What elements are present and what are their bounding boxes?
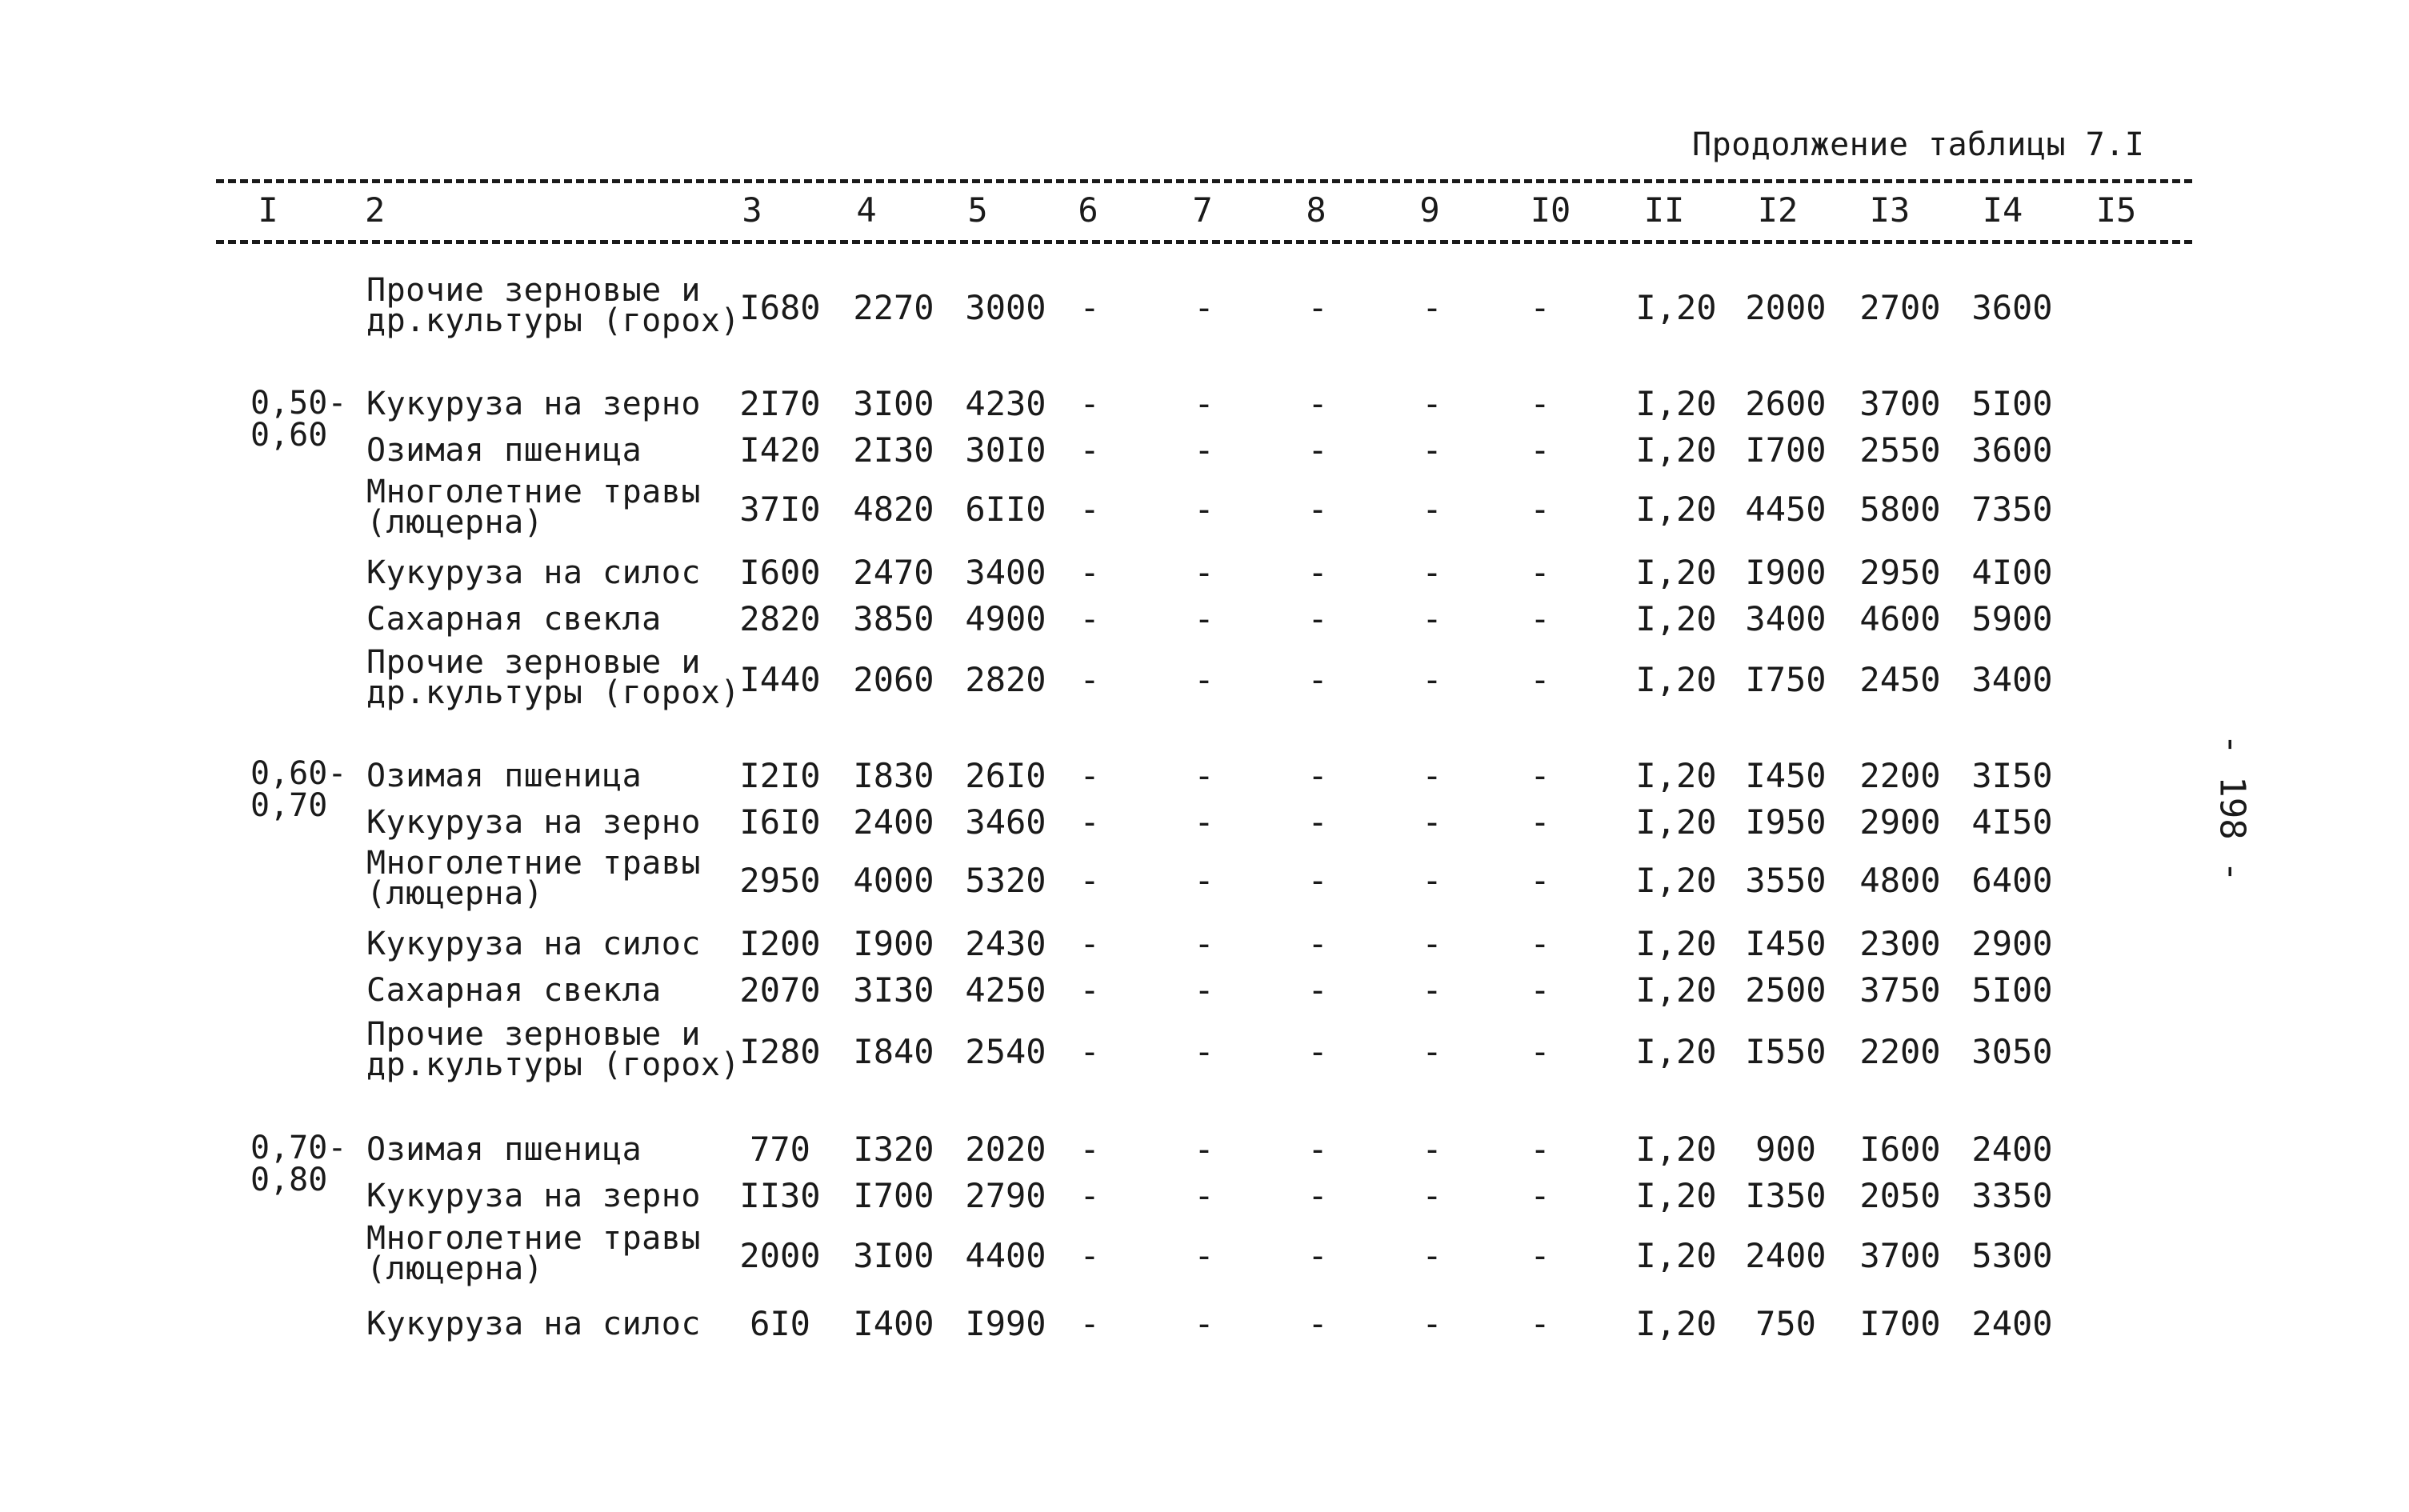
table-cell: - [1530, 1176, 1551, 1215]
table-cell: - [1194, 1236, 1215, 1275]
table-cell: I600 [739, 553, 821, 592]
table-cell: 2070 [739, 970, 821, 1010]
table-cell: - [1530, 384, 1551, 423]
table-cell: - [1307, 1236, 1328, 1275]
table-cell: - [1194, 384, 1215, 423]
table-cell: - [1194, 861, 1215, 900]
column-header-10: I0 [1530, 190, 1571, 230]
range-from: 0,70- [250, 1130, 347, 1166]
column-header-12: I2 [1757, 190, 1799, 230]
table-cell: 770 [750, 1130, 810, 1169]
table-cell: - [1079, 1130, 1100, 1169]
table-cell: - [1307, 802, 1328, 842]
table-cell: 2020 [965, 1130, 1046, 1169]
crop-name-line: Озимая пшеница [366, 758, 642, 794]
table-cell: 3I00 [853, 384, 934, 423]
table-cell: - [1194, 1176, 1215, 1215]
table-cell: I,20 [1635, 1236, 1717, 1275]
table-cell: I900 [853, 924, 934, 963]
table-cell: - [1530, 1236, 1551, 1275]
table-cell: - [1530, 288, 1551, 327]
table-cell: - [1422, 1236, 1443, 1275]
table-cell: - [1079, 1304, 1100, 1343]
table-cell: 3700 [1859, 1236, 1941, 1275]
table-cell: - [1307, 384, 1328, 423]
table-cell: - [1079, 861, 1100, 900]
table-cell: 2430 [965, 924, 1046, 963]
table-cell: 2700 [1859, 288, 1941, 327]
table-cell: 5900 [1971, 599, 2053, 638]
table-cell: I,20 [1635, 599, 1717, 638]
column-header-8: 8 [1306, 190, 1327, 230]
table-cell: - [1422, 756, 1443, 795]
table-cell: I,20 [1635, 1176, 1717, 1215]
range-from: 0,50- [250, 385, 347, 422]
table-cell: - [1194, 430, 1215, 470]
table-cell: 26I0 [965, 756, 1046, 795]
table-cell: 2270 [853, 288, 934, 327]
table-cell: - [1530, 490, 1551, 529]
table-cell: - [1079, 1032, 1100, 1071]
table-cell: 2400 [1971, 1130, 2053, 1169]
table-cell: 2820 [965, 660, 1046, 699]
table-cell: - [1194, 970, 1215, 1010]
table-cell: I680 [739, 288, 821, 327]
table-cell: I,20 [1635, 553, 1717, 592]
table-cell: 5320 [965, 861, 1046, 900]
table-cell: - [1194, 924, 1215, 963]
table-cell: I350 [1745, 1176, 1827, 1215]
table-cell: - [1422, 553, 1443, 592]
crop-name-line: Прочие зерновые и [366, 272, 701, 309]
crop-name-line: (люцерна) [366, 504, 544, 541]
table-cell: 3400 [1745, 599, 1827, 638]
table-cell: - [1079, 430, 1100, 470]
table-cell: 4800 [1859, 861, 1941, 900]
table-cell: I550 [1745, 1032, 1827, 1071]
table-cell: 2500 [1745, 970, 1827, 1010]
table-cell: - [1422, 490, 1443, 529]
table-cell: 2950 [739, 861, 821, 900]
table-cell: - [1422, 430, 1443, 470]
table-cell: - [1079, 802, 1100, 842]
table-cell: 30I0 [965, 430, 1046, 470]
table-cell: 4I00 [1971, 553, 2053, 592]
table-cell: - [1079, 599, 1100, 638]
crop-name-line: др.культуры (горох) [366, 302, 741, 339]
table-cell: - [1530, 553, 1551, 592]
table-cell: - [1194, 553, 1215, 592]
table-cell: II30 [739, 1176, 821, 1215]
table-cell: - [1422, 1032, 1443, 1071]
table-cell: I,20 [1635, 384, 1717, 423]
table-cell: - [1307, 1304, 1328, 1343]
table-cell: - [1079, 384, 1100, 423]
table-cell: - [1079, 1236, 1100, 1275]
table-cell: 4820 [853, 490, 934, 529]
table-cell: I,20 [1635, 430, 1717, 470]
table-cell: 4I50 [1971, 802, 2053, 842]
column-header-14: I4 [1982, 190, 2023, 230]
table-cell: - [1079, 924, 1100, 963]
table-cell: I,20 [1635, 970, 1717, 1010]
table-cell: - [1079, 756, 1100, 795]
table-cell: - [1530, 660, 1551, 699]
table-cell: I,20 [1635, 756, 1717, 795]
crop-name-line: Прочие зерновые и [366, 1016, 701, 1053]
table-cell: - [1530, 1130, 1551, 1169]
table-cell: - [1307, 490, 1328, 529]
table-cell: 3400 [965, 553, 1046, 592]
table-cell: 4000 [853, 861, 934, 900]
crop-name-line: Многолетние травы [366, 845, 701, 882]
table-cell: 3600 [1971, 430, 2053, 470]
table-cell: 37I0 [739, 490, 821, 529]
page-number: - 198 - [2211, 734, 2253, 882]
table-cell: I,20 [1635, 288, 1717, 327]
header-bottom-rule [216, 240, 2192, 244]
table-cell: 3850 [853, 599, 934, 638]
table-cell: I750 [1745, 660, 1827, 699]
table-cell: 4230 [965, 384, 1046, 423]
table-cell: - [1194, 1032, 1215, 1071]
table-cell: 2400 [1745, 1236, 1827, 1275]
table-cell: - [1422, 802, 1443, 842]
table-cell: - [1422, 924, 1443, 963]
table-cell: - [1307, 924, 1328, 963]
table-cell: 2470 [853, 553, 934, 592]
crop-name-line: Кукуруза на силос [366, 926, 701, 962]
column-header-15: I5 [2095, 190, 2137, 230]
table-cell: I600 [1859, 1130, 1941, 1169]
table-cell: - [1530, 756, 1551, 795]
table-cell: - [1530, 599, 1551, 638]
table-cell: - [1307, 756, 1328, 795]
table-cell: 2900 [1971, 924, 2053, 963]
table-cell: I6I0 [739, 802, 821, 842]
table-cell: - [1194, 1130, 1215, 1169]
column-header-2: 2 [365, 190, 386, 230]
table-cell: 3750 [1859, 970, 1941, 1010]
table-cell: - [1307, 970, 1328, 1010]
table-cell: - [1307, 1032, 1328, 1071]
table-cell: 7350 [1971, 490, 2053, 529]
crop-name-line: др.культуры (горох) [366, 1046, 741, 1083]
crop-name-line: Сахарная свекла [366, 972, 662, 1009]
table-cell: 6II0 [965, 490, 1046, 529]
table-cell: I950 [1745, 802, 1827, 842]
table-cell: 2050 [1859, 1176, 1941, 1215]
table-cell: - [1307, 553, 1328, 592]
table-cell: - [1194, 756, 1215, 795]
table-cell: 4450 [1745, 490, 1827, 529]
crop-name-line: Озимая пшеница [366, 432, 642, 469]
table-cell: I,20 [1635, 1304, 1717, 1343]
table-cell: - [1307, 599, 1328, 638]
table-cell: I700 [853, 1176, 934, 1215]
table-cell: I830 [853, 756, 934, 795]
table-caption: Продолжение таблицы 7.I [1692, 126, 2145, 163]
crop-name-line: Сахарная свекла [366, 601, 662, 638]
crop-name-line: Многолетние травы [366, 474, 701, 510]
table-cell: - [1194, 802, 1215, 842]
table-cell: I,20 [1635, 1130, 1717, 1169]
column-header-4: 4 [856, 190, 877, 230]
crop-name-line: Кукуруза на зерно [366, 804, 701, 841]
table-cell: 5800 [1859, 490, 1941, 529]
table-cell: 2400 [1971, 1304, 2053, 1343]
table-cell: - [1194, 660, 1215, 699]
table-cell: 3I30 [853, 970, 934, 1010]
table-cell: 2000 [739, 1236, 821, 1275]
table-cell: I,20 [1635, 924, 1717, 963]
table-cell: 2950 [1859, 553, 1941, 592]
table-cell: - [1307, 1176, 1328, 1215]
table-cell: I420 [739, 430, 821, 470]
crop-name-line: Многолетние травы [366, 1220, 701, 1257]
table-cell: 3700 [1859, 384, 1941, 423]
crop-name-line: Озимая пшеница [366, 1131, 642, 1168]
table-cell: 2I70 [739, 384, 821, 423]
table-cell: - [1422, 660, 1443, 699]
table-cell: 900 [1755, 1130, 1816, 1169]
table-cell: 2060 [853, 660, 934, 699]
crop-name-line: Кукуруза на силос [366, 554, 701, 591]
table-cell: - [1530, 1032, 1551, 1071]
table-cell: 2200 [1859, 756, 1941, 795]
table-cell: - [1307, 1130, 1328, 1169]
table-cell: 2300 [1859, 924, 1941, 963]
range-from: 0,60- [250, 755, 347, 792]
table-cell: I200 [739, 924, 821, 963]
table-cell: 5I00 [1971, 970, 2053, 1010]
table-cell: 2600 [1745, 384, 1827, 423]
table-cell: - [1079, 660, 1100, 699]
table-cell: 2900 [1859, 802, 1941, 842]
table-cell: - [1079, 288, 1100, 327]
crop-name-line: (люцерна) [366, 1250, 544, 1287]
table-cell: I,20 [1635, 1032, 1717, 1071]
table-cell: I2I0 [739, 756, 821, 795]
table-cell: I280 [739, 1032, 821, 1071]
table-cell: - [1530, 970, 1551, 1010]
table-cell: 3I50 [1971, 756, 2053, 795]
table-cell: I900 [1745, 553, 1827, 592]
column-header-3: 3 [742, 190, 762, 230]
table-cell: 3600 [1971, 288, 2053, 327]
table-cell: 4600 [1859, 599, 1941, 638]
table-cell: 6400 [1971, 861, 2053, 900]
table-cell: 3400 [1971, 660, 2053, 699]
table-cell: 2820 [739, 599, 821, 638]
table-cell: 2400 [853, 802, 934, 842]
table-cell: - [1307, 861, 1328, 900]
table-cell: - [1422, 288, 1443, 327]
table-cell: - [1079, 490, 1100, 529]
table-cell: - [1422, 970, 1443, 1010]
table-cell: I700 [1745, 430, 1827, 470]
table-cell: I840 [853, 1032, 934, 1071]
table-cell: I400 [853, 1304, 934, 1343]
table-cell: - [1530, 1304, 1551, 1343]
header-top-rule [216, 179, 2192, 183]
column-header-11: II [1643, 190, 1685, 230]
column-header-7: 7 [1192, 190, 1213, 230]
table-cell: - [1422, 1304, 1443, 1343]
table-cell: I700 [1859, 1304, 1941, 1343]
column-header-13: I3 [1869, 190, 1911, 230]
table-cell: I,20 [1635, 802, 1717, 842]
table-cell: 3550 [1745, 861, 1827, 900]
table-cell: I440 [739, 660, 821, 699]
table-cell: - [1530, 430, 1551, 470]
table-cell: 750 [1755, 1304, 1816, 1343]
table-cell: - [1307, 288, 1328, 327]
table-cell: 2790 [965, 1176, 1046, 1215]
table-cell: 3050 [1971, 1032, 2053, 1071]
column-header-6: 6 [1078, 190, 1098, 230]
table-cell: - [1307, 660, 1328, 699]
crop-name-line: Кукуруза на зерно [366, 386, 701, 422]
column-header-5: 5 [967, 190, 988, 230]
table-cell: 2540 [965, 1032, 1046, 1071]
table-cell: 3350 [1971, 1176, 2053, 1215]
table-cell: - [1194, 599, 1215, 638]
table-cell: - [1079, 1176, 1100, 1215]
crop-name-line: Кукуруза на силос [366, 1306, 701, 1342]
table-cell: - [1079, 553, 1100, 592]
table-cell: I320 [853, 1130, 934, 1169]
table-cell: - [1422, 1130, 1443, 1169]
table-cell: - [1530, 924, 1551, 963]
table-cell: 3460 [965, 802, 1046, 842]
table-cell: 3000 [965, 288, 1046, 327]
table-cell: - [1422, 599, 1443, 638]
table-cell: 2I30 [853, 430, 934, 470]
table-cell: 4400 [965, 1236, 1046, 1275]
table-cell: 2000 [1745, 288, 1827, 327]
table-cell: 3I00 [853, 1236, 934, 1275]
table-cell: 2200 [1859, 1032, 1941, 1071]
table-cell: - [1079, 970, 1100, 1010]
table-cell: - [1422, 861, 1443, 900]
table-cell: 4250 [965, 970, 1046, 1010]
range-to: 0,60 [250, 417, 328, 454]
table-cell: - [1530, 861, 1551, 900]
column-header-9: 9 [1419, 190, 1440, 230]
table-cell: - [1422, 1176, 1443, 1215]
table-cell: - [1194, 288, 1215, 327]
table-cell: - [1194, 490, 1215, 529]
crop-name-line: Прочие зерновые и [366, 644, 701, 681]
table-cell: I,20 [1635, 861, 1717, 900]
table-cell: I990 [965, 1304, 1046, 1343]
table-cell: 5I00 [1971, 384, 2053, 423]
table-cell: I,20 [1635, 490, 1717, 529]
table-cell: I450 [1745, 924, 1827, 963]
column-header-1: I [258, 190, 278, 230]
table-cell: - [1422, 384, 1443, 423]
table-cell: - [1307, 430, 1328, 470]
table-cell: 2550 [1859, 430, 1941, 470]
crop-name-line: др.культуры (горох) [366, 674, 741, 711]
table-cell: 6I0 [750, 1304, 810, 1343]
table-cell: 2450 [1859, 660, 1941, 699]
crop-name-line: (люцерна) [366, 875, 544, 912]
table-cell: - [1194, 1304, 1215, 1343]
range-to: 0,70 [250, 787, 328, 824]
crop-name-line: Кукуруза на зерно [366, 1178, 701, 1214]
table-cell: 5300 [1971, 1236, 2053, 1275]
table-cell: 4900 [965, 599, 1046, 638]
range-to: 0,80 [250, 1162, 328, 1198]
table-cell: - [1530, 802, 1551, 842]
table-cell: I450 [1745, 756, 1827, 795]
table-cell: I,20 [1635, 660, 1717, 699]
